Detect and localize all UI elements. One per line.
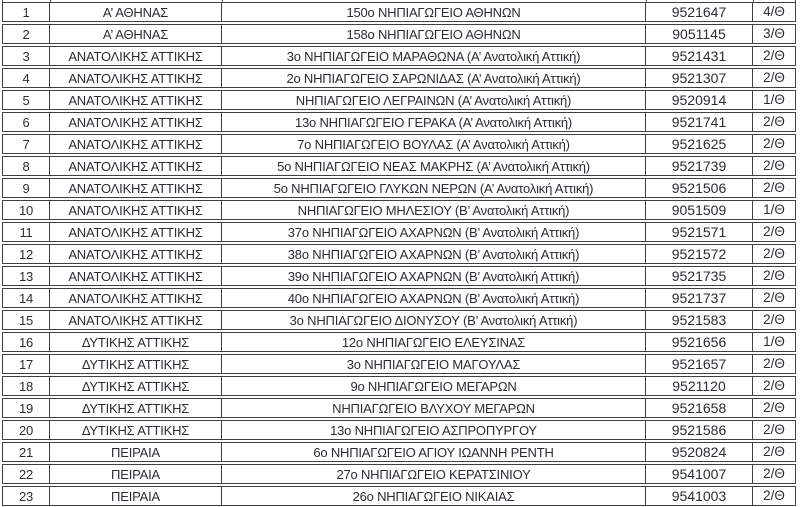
- cell-classes: 2/Θ: [763, 400, 785, 416]
- cell-region: ΑΝΑΤΟΛΙΚΗΣ ΑΤΤΙΚΗΣ: [50, 245, 222, 263]
- school-table: [2, 2, 796, 507]
- cell-code: 9521583: [646, 311, 753, 329]
- cell-classes: 2/Θ: [763, 378, 785, 394]
- cell-code: 9520824: [646, 443, 753, 461]
- table-row: [2, 46, 796, 66]
- cell-classes: 2/Θ: [763, 246, 785, 262]
- cell-index: 13: [3, 267, 50, 285]
- cell-code: 9541003: [646, 487, 753, 505]
- cell-index: 11: [3, 223, 50, 241]
- cell-classes: 2/Θ: [763, 48, 785, 64]
- cell-classes: 2/Θ: [763, 312, 785, 328]
- cell-code: 9521506: [646, 179, 753, 197]
- cell-school: ΝΗΠΙΑΓΩΓΕΙΟ ΒΛΥΧΟΥ ΜΕΓΑΡΩΝ: [222, 399, 646, 417]
- table-row: [2, 464, 796, 484]
- cell-classes: 2/Θ: [763, 180, 785, 196]
- cell-region: ΑΝΑΤΟΛΙΚΗΣ ΑΤΤΙΚΗΣ: [50, 179, 222, 197]
- cell-index: 7: [3, 135, 50, 153]
- cell-classes: 4/Θ: [763, 4, 785, 20]
- cell-code: 9521431: [646, 47, 753, 65]
- cell-index: 3: [3, 47, 50, 65]
- cell-school: 9ο ΝΗΠΙΑΓΩΓΕΙΟ ΜΕΓΑΡΩΝ: [222, 377, 646, 395]
- cell-code: 9521625: [646, 135, 753, 153]
- cell-code: 9521586: [646, 421, 753, 439]
- cell-school: ΝΗΠΙΑΓΩΓΕΙΟ ΛΕΓΡΑΙΝΩΝ (Α’ Ανατολική Αττική): [222, 91, 646, 109]
- cell-region: ΔΥΤΙΚΗΣ ΑΤΤΙΚΗΣ: [50, 333, 222, 351]
- cell-region: ΑΝΑΤΟΛΙΚΗΣ ΑΤΤΙΚΗΣ: [50, 289, 222, 307]
- table-row: [2, 68, 796, 88]
- cell-region: ΑΝΑΤΟΛΙΚΗΣ ΑΤΤΙΚΗΣ: [50, 201, 222, 219]
- cell-school: 3ο ΝΗΠΙΑΓΩΓΕΙΟ ΜΑΓΟΥΛΑΣ: [222, 355, 646, 373]
- table-row: [2, 354, 796, 374]
- cell-region: ΑΝΑΤΟΛΙΚΗΣ ΑΤΤΙΚΗΣ: [50, 47, 222, 65]
- cell-index: 18: [3, 377, 50, 395]
- table-row: [2, 2, 796, 22]
- cell-classes: 2/Θ: [763, 444, 785, 460]
- cell-region: ΑΝΑΤΟΛΙΚΗΣ ΑΤΤΙΚΗΣ: [50, 157, 222, 175]
- cell-classes: 2/Θ: [763, 158, 785, 174]
- cell-school: 13ο ΝΗΠΙΑΓΩΓΕΙΟ ΑΣΠΡΟΠΥΡΓΟΥ: [222, 421, 646, 439]
- cell-region: ΔΥΤΙΚΗΣ ΑΤΤΙΚΗΣ: [50, 377, 222, 395]
- cell-index: 10: [3, 201, 50, 219]
- cell-school: 26ο ΝΗΠΙΑΓΩΓΕΙΟ ΝΙΚΑΙΑΣ: [222, 487, 646, 505]
- cell-classes: 2/Θ: [763, 466, 785, 482]
- cell-school: 7ο ΝΗΠΙΑΓΩΓΕΙΟ ΒΟΥΛΑΣ (Α’ Ανατολική Αττική): [222, 135, 646, 153]
- cell-classes: 1/Θ: [763, 92, 785, 108]
- cell-code: 9521658: [646, 399, 753, 417]
- cell-classes: 3/Θ: [763, 26, 785, 42]
- cell-index: 19: [3, 399, 50, 417]
- cell-school: 13ο ΝΗΠΙΑΓΩΓΕΙΟ ΓΕΡΑΚΑ (Α’ Ανατολική Αττική): [222, 113, 646, 131]
- cell-index: 16: [3, 333, 50, 351]
- cell-region: ΑΝΑΤΟΛΙΚΗΣ ΑΤΤΙΚΗΣ: [50, 91, 222, 109]
- cell-region: ΑΝΑΤΟΛΙΚΗΣ ΑΤΤΙΚΗΣ: [50, 223, 222, 241]
- cell-code: 9521120: [646, 377, 753, 395]
- cell-index: 2: [3, 25, 50, 43]
- cell-index: 5: [3, 91, 50, 109]
- cell-index: 14: [3, 289, 50, 307]
- cell-classes: 1/Θ: [763, 334, 785, 350]
- cell-classes: 2/Θ: [763, 136, 785, 152]
- cell-index: 22: [3, 465, 50, 483]
- cell-classes: 2/Θ: [763, 290, 785, 306]
- cell-index: 23: [3, 487, 50, 505]
- table-row: [2, 134, 796, 154]
- cell-code: 9051145: [646, 25, 753, 43]
- cell-index: 4: [3, 69, 50, 87]
- cell-index: 20: [3, 421, 50, 439]
- table-row: [2, 442, 796, 462]
- cell-school: 37ο ΝΗΠΙΑΓΩΓΕΙΟ ΑΧΑΡΝΩΝ (Β’ Ανατολική Αττική): [222, 223, 646, 241]
- table-row: [2, 24, 796, 44]
- cell-classes: 2/Θ: [763, 114, 785, 130]
- table-row: [2, 398, 796, 418]
- cell-index: 12: [3, 245, 50, 263]
- table-row: [2, 178, 796, 198]
- cell-school: 5ο ΝΗΠΙΑΓΩΓΕΙΟ ΝΕΑΣ ΜΑΚΡΗΣ (Α’ Ανατολική Αττική): [222, 157, 646, 175]
- cell-school: 2ο ΝΗΠΙΑΓΩΓΕΙΟ ΣΑΡΩΝΙΔΑΣ (Α’ Ανατολική Αττική): [222, 69, 646, 87]
- cell-school: 150ο ΝΗΠΙΑΓΩΓΕΙΟ ΑΘΗΝΩΝ: [222, 3, 646, 21]
- cell-code: 9521647: [646, 3, 753, 21]
- cell-school: 27ο ΝΗΠΙΑΓΩΓΕΙΟ ΚΕΡΑΤΣΙΝΙΟΥ: [222, 465, 646, 483]
- table-row: [2, 244, 796, 264]
- table-row: [2, 266, 796, 286]
- cell-region: ΠΕΙΡΑΙΑ: [50, 465, 222, 483]
- table-row: [2, 156, 796, 176]
- table-row: [2, 332, 796, 352]
- table-row: [2, 288, 796, 308]
- cell-school: 12ο ΝΗΠΙΑΓΩΓΕΙΟ ΕΛΕΥΣΙΝΑΣ: [222, 333, 646, 351]
- table-row: [2, 486, 796, 506]
- cell-school: 6ο ΝΗΠΙΑΓΩΓΕΙΟ ΑΓΙΟΥ ΙΩΑΝΝΗ ΡΕΝΤΗ: [222, 443, 646, 461]
- table-row: [2, 90, 796, 110]
- cell-region: Α’ ΑΘΗΝΑΣ: [50, 3, 222, 21]
- cell-school: 38ο ΝΗΠΙΑΓΩΓΕΙΟ ΑΧΑΡΝΩΝ (Β’ Ανατολική Αττική): [222, 245, 646, 263]
- cell-code: 9520914: [646, 91, 753, 109]
- cell-region: ΑΝΑΤΟΛΙΚΗΣ ΑΤΤΙΚΗΣ: [50, 113, 222, 131]
- cell-school: 3ο ΝΗΠΙΑΓΩΓΕΙΟ ΜΑΡΑΘΩΝΑ (Α’ Ανατολική Αττική): [222, 47, 646, 65]
- cell-classes: 1/Θ: [763, 202, 785, 218]
- cell-school: 3ο ΝΗΠΙΑΓΩΓΕΙΟ ΔΙΟΝΥΣΟΥ (Β’ Ανατολική Αττική): [222, 311, 646, 329]
- cell-code: 9521741: [646, 113, 753, 131]
- cell-classes: 2/Θ: [763, 268, 785, 284]
- cell-school: 5ο ΝΗΠΙΑΓΩΓΕΙΟ ΓΛΥΚΩΝ ΝΕΡΩΝ (Α’ Ανατολική Αττική): [222, 179, 646, 197]
- table-row: [2, 376, 796, 396]
- cell-code: 9521737: [646, 289, 753, 307]
- cell-school: 158ο ΝΗΠΙΑΓΩΓΕΙΟ ΑΘΗΝΩΝ: [222, 25, 646, 43]
- cell-region: ΑΝΑΤΟΛΙΚΗΣ ΑΤΤΙΚΗΣ: [50, 135, 222, 153]
- cell-classes: 2/Θ: [763, 356, 785, 372]
- cell-code: 9051509: [646, 201, 753, 219]
- cell-index: 15: [3, 311, 50, 329]
- cell-code: 9521739: [646, 157, 753, 175]
- cell-region: ΑΝΑΤΟΛΙΚΗΣ ΑΤΤΙΚΗΣ: [50, 69, 222, 87]
- cell-school: ΝΗΠΙΑΓΩΓΕΙΟ ΜΗΛΕΣΙΟΥ (Β’ Ανατολική Αττική): [222, 201, 646, 219]
- cell-index: 21: [3, 443, 50, 461]
- cell-school: 39ο ΝΗΠΙΑΓΩΓΕΙΟ ΑΧΑΡΝΩΝ (Β’ Ανατολική Αττική): [222, 267, 646, 285]
- cell-code: 9521307: [646, 69, 753, 87]
- cell-classes: 2/Θ: [763, 224, 785, 240]
- cell-code: 9521657: [646, 355, 753, 373]
- cell-index: 9: [3, 179, 50, 197]
- cell-code: 9541007: [646, 465, 753, 483]
- cell-region: ΠΕΙΡΑΙΑ: [50, 443, 222, 461]
- cell-region: ΑΝΑΤΟΛΙΚΗΣ ΑΤΤΙΚΗΣ: [50, 311, 222, 329]
- table-row: [2, 222, 796, 242]
- cell-index: 1: [3, 3, 50, 21]
- table-row: [2, 420, 796, 440]
- table-row: [2, 200, 796, 220]
- cell-region: ΔΥΤΙΚΗΣ ΑΤΤΙΚΗΣ: [50, 355, 222, 373]
- cell-region: Α’ ΑΘΗΝΑΣ: [50, 25, 222, 43]
- cell-classes: 2/Θ: [763, 488, 785, 504]
- cell-classes: 2/Θ: [763, 70, 785, 86]
- cell-index: 17: [3, 355, 50, 373]
- table-row: [2, 310, 796, 330]
- cell-region: ΔΥΤΙΚΗΣ ΑΤΤΙΚΗΣ: [50, 421, 222, 439]
- cell-classes: 2/Θ: [763, 422, 785, 438]
- cell-region: ΠΕΙΡΑΙΑ: [50, 487, 222, 505]
- cell-region: ΑΝΑΤΟΛΙΚΗΣ ΑΤΤΙΚΗΣ: [50, 267, 222, 285]
- cell-code: 9521571: [646, 223, 753, 241]
- cell-code: 9521572: [646, 245, 753, 263]
- cell-school: 40ο ΝΗΠΙΑΓΩΓΕΙΟ ΑΧΑΡΝΩΝ (Β’ Ανατολική Αττική): [222, 289, 646, 307]
- cell-index: 8: [3, 157, 50, 175]
- cell-region: ΔΥΤΙΚΗΣ ΑΤΤΙΚΗΣ: [50, 399, 222, 417]
- cell-index: 6: [3, 113, 50, 131]
- cell-code: 9521735: [646, 267, 753, 285]
- table-row: [2, 112, 796, 132]
- cell-code: 9521656: [646, 333, 753, 351]
